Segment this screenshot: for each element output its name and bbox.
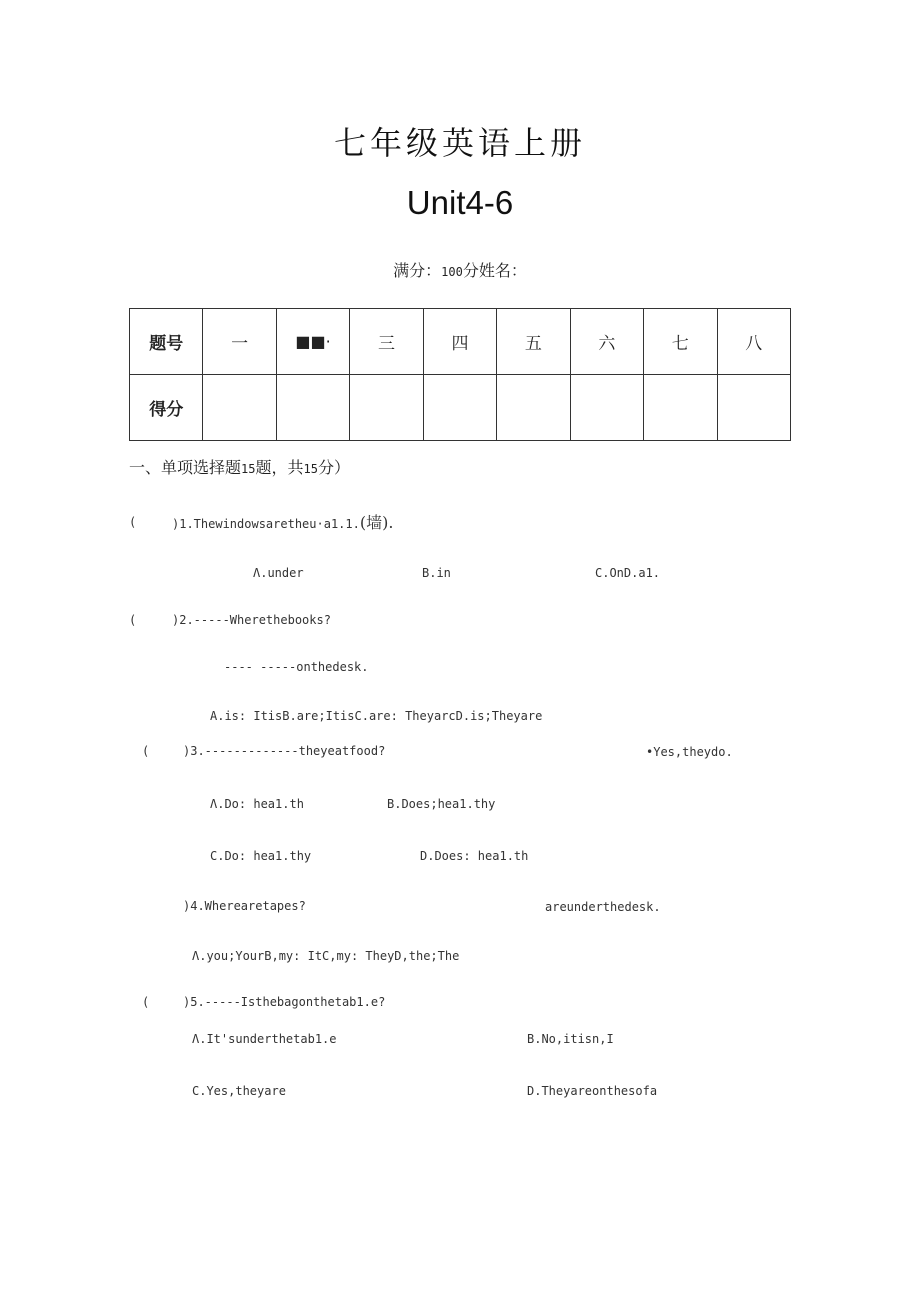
q2-paren: ( <box>129 613 137 627</box>
grade-cell-6: 六 <box>570 309 643 375</box>
section-heading: 一、单项选择题15题，共15分） <box>129 458 350 477</box>
q3-option-a: Λ.Do: hea1.th <box>210 797 304 811</box>
q5-paren: ( <box>142 995 150 1009</box>
score-cell <box>717 375 791 441</box>
q5-option-b: B.No,itisn,I <box>527 1032 614 1046</box>
score-cell <box>423 375 496 441</box>
q1-option-a: Λ.under <box>253 566 304 580</box>
grade-table-score-row <box>130 375 791 441</box>
grade-cell-7: 七 <box>644 309 717 375</box>
score-cell <box>350 375 423 441</box>
score-cell <box>497 375 570 441</box>
q4-reply: areunderthedesk. <box>545 900 661 914</box>
grade-cell-1: 一 <box>203 309 276 375</box>
q3-option-c: C.Do: hea1.thy <box>210 849 312 863</box>
q5-stem: )5.-----Isthebagonthetab1.e? <box>183 995 386 1009</box>
grade-table <box>129 308 791 441</box>
q2-answer: ---- -----onthedesk. <box>224 660 369 674</box>
grade-cell-5: 五 <box>497 309 570 375</box>
grade-cell-header: 题号 <box>130 309 203 375</box>
q3-option-d: D.Does: hea1.th <box>420 849 529 863</box>
score-cell <box>276 375 349 441</box>
q1-option-b: B.in <box>422 566 451 580</box>
grade-cell-2: ■■· <box>276 309 349 375</box>
score-cell <box>203 375 276 441</box>
q5-option-d: D.Theyareonthesofa <box>527 1084 658 1098</box>
q1-option-c: C.OnD.a1. <box>595 566 661 580</box>
q3-option-b: B.Does;hea1.thy <box>387 797 496 811</box>
score-label: 满分： <box>393 261 442 280</box>
grade-cell-3: 三 <box>350 309 423 375</box>
score-cell <box>570 375 643 441</box>
q1-stem: )1.Thewindowsaretheu·a1.1.(墙). <box>172 513 394 532</box>
q3-stem: )3.-------------theyeatfood? <box>183 744 386 758</box>
q3-paren: ( <box>142 744 150 758</box>
page-title-chinese: 七年级英语上册 <box>333 124 586 162</box>
q4-stem: )4.Wherearetapes? <box>183 899 306 913</box>
score-line <box>0 258 920 281</box>
score-value: 100 <box>441 265 463 279</box>
score-cell <box>644 375 717 441</box>
q4-options: Λ.you;YourB,my: ItC,my: TheyD,the;The <box>192 949 460 963</box>
q1-paren: ( <box>129 515 137 529</box>
q2-options: A.is: ItisB.are;ItisC.are: TheyarcD.is;Theyare <box>210 709 543 723</box>
score-rest: 分姓名： <box>462 261 527 280</box>
q2-stem: )2.-----Wherethebooks? <box>172 613 331 627</box>
grade-cell-4: 四 <box>423 309 496 375</box>
q5-option-c: C.Yes,theyare <box>192 1084 286 1098</box>
page-title-unit: Unit4-6 <box>406 184 514 221</box>
q3-reply: •Yes,theydo. <box>646 745 733 759</box>
grade-table-header-row <box>130 309 791 375</box>
q5-option-a: Λ.It'sunderthetab1.e <box>192 1032 337 1046</box>
score-row-label: 得分 <box>130 375 203 441</box>
grade-cell-8: 八 <box>717 309 791 375</box>
